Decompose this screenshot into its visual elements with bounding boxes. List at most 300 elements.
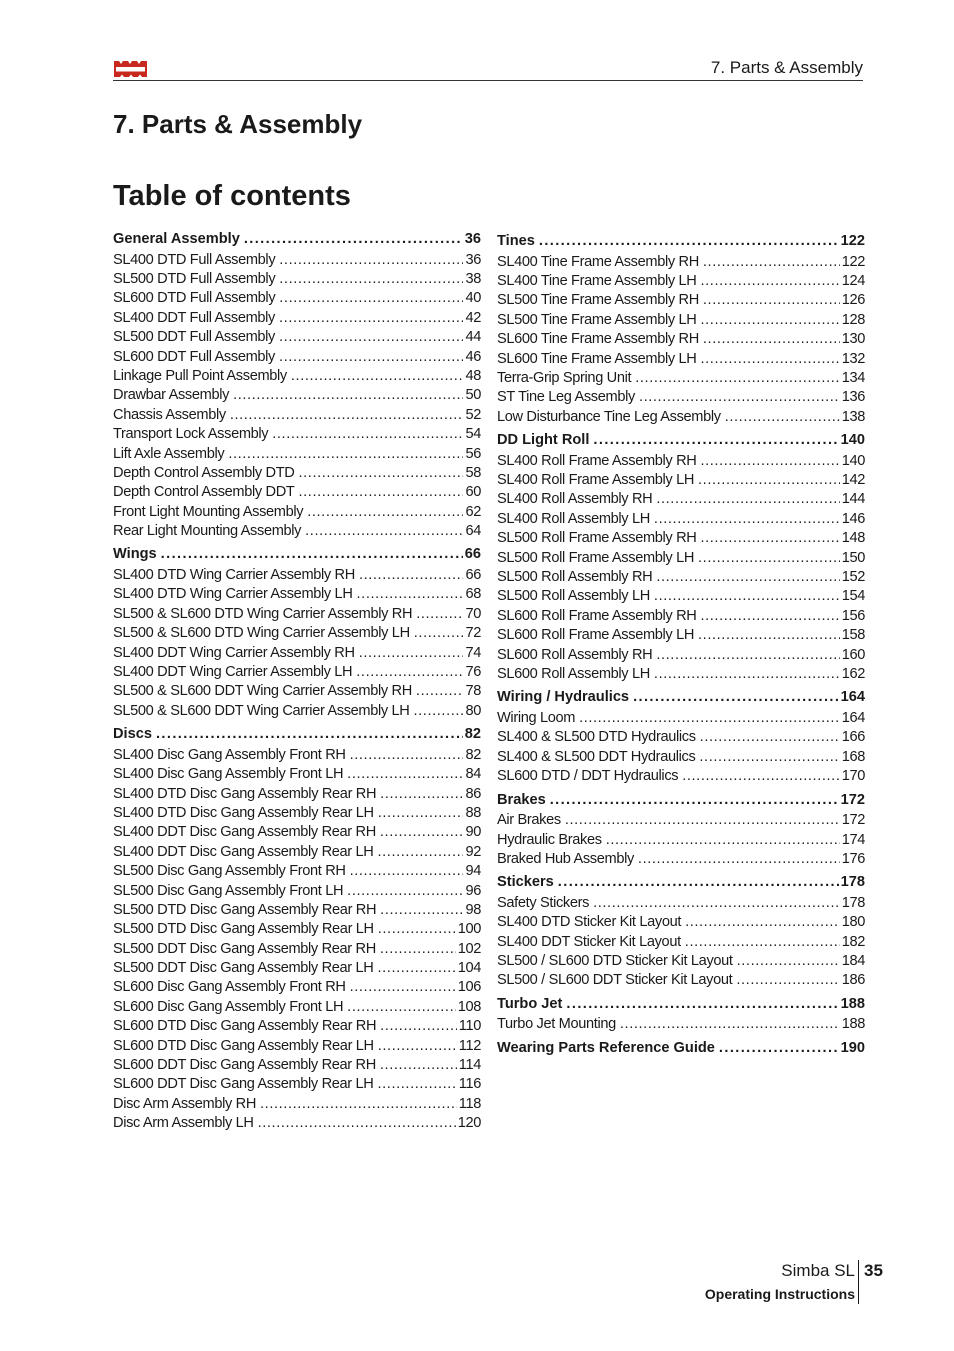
toc-entry[interactable] bbox=[113, 446, 481, 465]
toc-entry-title: SL600 DTD Full Assembly bbox=[113, 290, 276, 307]
toc-entry[interactable] bbox=[497, 972, 865, 991]
toc-entry-page: 152 bbox=[841, 569, 865, 586]
toc-entry[interactable] bbox=[497, 627, 865, 646]
toc-entry-page: 154 bbox=[841, 588, 865, 605]
toc-entry[interactable] bbox=[113, 664, 481, 683]
toc-entry-page: 136 bbox=[841, 389, 865, 406]
toc-section-heading-title: Stickers bbox=[497, 874, 554, 891]
toc-entry[interactable] bbox=[113, 844, 481, 863]
toc-entry[interactable] bbox=[113, 407, 481, 426]
toc-entry[interactable] bbox=[113, 1018, 481, 1037]
toc-entry-title: SL400 Roll Frame Assembly RH bbox=[497, 452, 697, 469]
toc-entry-title: SL600 Roll Assembly RH bbox=[497, 646, 653, 663]
toc-entry-title: SL500 & SL600 DTD Wing Carrier Assembly LH bbox=[113, 625, 410, 642]
toc-entry[interactable] bbox=[113, 941, 481, 960]
toc-entry-title: SL500 DTD Disc Gang Assembly Rear RH bbox=[113, 901, 377, 918]
toc-entry-page: 166 bbox=[841, 729, 865, 746]
dot-leader bbox=[378, 921, 456, 937]
toc-entry[interactable] bbox=[497, 851, 865, 870]
dot-leader bbox=[291, 368, 464, 384]
toc-entry[interactable] bbox=[113, 484, 481, 503]
toc-entry-title: Disc Arm Assembly RH bbox=[113, 1095, 257, 1112]
toc-entry[interactable] bbox=[497, 832, 865, 851]
toc-entry-title: SL500 / SL600 DDT Sticker Kit Layout bbox=[497, 972, 733, 989]
toc-entry-page: 128 bbox=[841, 311, 865, 328]
toc-entry[interactable] bbox=[113, 252, 481, 271]
dot-leader bbox=[378, 1038, 457, 1054]
toc-entry-title: SL500 DTD Disc Gang Assembly Rear LH bbox=[113, 921, 374, 938]
toc-entry-title: SL500 DDT Full Assembly bbox=[113, 329, 276, 346]
dot-leader bbox=[380, 1057, 457, 1073]
toc-entry-title: SL600 Disc Gang Assembly Front RH bbox=[113, 979, 346, 996]
toc-entry[interactable] bbox=[497, 768, 865, 787]
toc-entry-page: 98 bbox=[465, 901, 481, 918]
toc-section-heading[interactable] bbox=[497, 1040, 865, 1061]
toc-entry-page: 70 bbox=[465, 605, 481, 622]
header-title: 7. Parts & Assembly bbox=[710, 58, 863, 77]
dot-leader bbox=[698, 472, 840, 488]
dot-leader bbox=[380, 786, 463, 802]
toc-entry[interactable] bbox=[113, 1057, 481, 1076]
dot-leader bbox=[356, 664, 463, 680]
dot-leader bbox=[244, 231, 463, 247]
toc-entry-title: SL400 DDT Sticker Kit Layout bbox=[497, 933, 681, 950]
toc-entry-page: 74 bbox=[465, 644, 481, 661]
toc-section-heading-page: 66 bbox=[464, 546, 481, 563]
toc-entry[interactable] bbox=[497, 312, 865, 331]
toc-entry-title: SL400 & SL500 DDT Hydraulics bbox=[497, 748, 696, 765]
toc-section-heading[interactable] bbox=[497, 996, 865, 1017]
section-title: 7. Parts & Assembly bbox=[113, 109, 363, 139]
dot-leader bbox=[260, 1096, 457, 1112]
toc-entry-page: 86 bbox=[465, 785, 481, 802]
toc-entry[interactable] bbox=[497, 710, 865, 729]
toc-entry-page: 94 bbox=[465, 863, 481, 880]
toc-entry-page: 104 bbox=[457, 960, 481, 977]
toc-entry-title: SL600 Roll Frame Assembly RH bbox=[497, 607, 697, 624]
footer-subtitle: Operating Instructions bbox=[704, 1286, 855, 1302]
toc-entry-title: SL600 DDT Disc Gang Assembly Rear LH bbox=[113, 1076, 374, 1093]
toc-entry-title: SL500 & SL600 DDT Wing Carrier Assembly RH bbox=[113, 683, 412, 700]
toc-entry-page: 46 bbox=[465, 348, 481, 365]
dot-leader bbox=[272, 426, 463, 442]
toc-section-heading-title: Wiring / Hydraulics bbox=[497, 689, 630, 706]
toc-entry[interactable] bbox=[113, 1096, 481, 1115]
dot-leader bbox=[700, 729, 840, 745]
toc-entry-page: 150 bbox=[841, 549, 865, 566]
toc-entry[interactable] bbox=[113, 504, 481, 523]
dot-leader bbox=[703, 254, 840, 270]
toc-entry-title: Chassis Assembly bbox=[113, 406, 226, 423]
toc-title: Table of contents bbox=[113, 180, 351, 212]
toc-section-heading-title: Discs bbox=[113, 726, 152, 743]
toc-entry[interactable] bbox=[113, 703, 481, 722]
dot-leader bbox=[380, 902, 463, 918]
toc-entry[interactable] bbox=[113, 625, 481, 644]
toc-entry-title: SL400 & SL500 DTD Hydraulics bbox=[497, 729, 696, 746]
toc-entry-title: Turbo Jet Mounting bbox=[497, 1016, 616, 1033]
toc-section-heading-page: 82 bbox=[464, 726, 481, 743]
dot-leader bbox=[299, 484, 464, 500]
dot-leader bbox=[654, 511, 840, 527]
toc-entry-page: 134 bbox=[841, 369, 865, 386]
dot-leader bbox=[414, 703, 464, 719]
toc-entry[interactable] bbox=[497, 292, 865, 311]
toc-entry[interactable] bbox=[113, 523, 481, 542]
toc-entry-page: 130 bbox=[841, 331, 865, 348]
toc-entry[interactable] bbox=[113, 1076, 481, 1095]
toc-entry[interactable] bbox=[113, 426, 481, 445]
toc-entry-title: SL600 DTD Disc Gang Assembly Rear LH bbox=[113, 1037, 374, 1054]
simba-logo bbox=[113, 60, 148, 78]
dot-leader bbox=[656, 491, 839, 507]
dot-leader bbox=[305, 523, 463, 539]
toc-entry[interactable] bbox=[497, 351, 865, 370]
toc-entry-page: 48 bbox=[465, 367, 481, 384]
dot-leader bbox=[414, 625, 464, 641]
toc-entry-page: 112 bbox=[458, 1037, 481, 1054]
toc-entry[interactable] bbox=[497, 608, 865, 627]
toc-entry-page: 38 bbox=[465, 270, 481, 287]
toc-entry-title: SL600 DTD / DDT Hydraulics bbox=[497, 768, 679, 785]
toc-entry-page: 170 bbox=[841, 768, 865, 785]
toc-entry-page: 174 bbox=[841, 831, 865, 848]
toc-section-heading-page: 36 bbox=[464, 231, 481, 247]
toc-entry[interactable] bbox=[497, 934, 865, 953]
toc-section-heading[interactable] bbox=[497, 233, 865, 254]
toc-entry-page: 144 bbox=[841, 491, 865, 508]
toc-entry-title: Transport Lock Assembly bbox=[113, 426, 269, 443]
dot-leader bbox=[378, 805, 464, 821]
toc-entry-page: 82 bbox=[465, 746, 481, 763]
toc-entry-page: 116 bbox=[458, 1076, 481, 1093]
toc-entry-page: 156 bbox=[841, 607, 865, 624]
toc-entry[interactable] bbox=[497, 569, 865, 588]
toc-entry[interactable] bbox=[113, 863, 481, 882]
toc-entry[interactable] bbox=[113, 586, 481, 605]
toc-entry-title: Disc Arm Assembly LH bbox=[113, 1115, 254, 1132]
dot-leader bbox=[258, 1115, 456, 1131]
toc-entry-title: Depth Control Assembly DTD bbox=[113, 464, 295, 481]
toc-section-heading[interactable] bbox=[113, 726, 481, 747]
toc-section-heading-page: 172 bbox=[840, 791, 865, 808]
toc-entry[interactable] bbox=[113, 645, 481, 664]
toc-entry-page: 84 bbox=[465, 766, 481, 783]
toc-entry[interactable] bbox=[497, 409, 865, 428]
dot-leader bbox=[719, 1040, 839, 1056]
toc-entry-page: 92 bbox=[465, 843, 481, 860]
toc-entry[interactable] bbox=[497, 1016, 865, 1035]
dot-leader bbox=[685, 914, 840, 930]
toc-entry-page: 164 bbox=[841, 709, 865, 726]
dot-leader bbox=[656, 569, 839, 585]
toc-entry-title: Depth Control Assembly DDT bbox=[113, 484, 295, 501]
toc-section-heading-title: Tines bbox=[497, 233, 535, 249]
dot-leader bbox=[606, 832, 840, 848]
toc-entry-title: SL400 DTD Disc Gang Assembly Rear RH bbox=[113, 785, 377, 802]
toc-entry[interactable] bbox=[497, 491, 865, 510]
toc-entry-title: SL600 DTD Disc Gang Assembly Rear RH bbox=[113, 1018, 377, 1035]
dot-leader bbox=[700, 273, 839, 289]
toc-entry[interactable] bbox=[113, 368, 481, 387]
toc-entry[interactable] bbox=[113, 883, 481, 902]
toc-entry-title: SL400 Roll Frame Assembly LH bbox=[497, 472, 695, 489]
toc-entry-page: 76 bbox=[465, 664, 481, 680]
toc-entry-page: 44 bbox=[465, 329, 481, 346]
toc-section-heading[interactable] bbox=[113, 231, 481, 252]
toc-entry[interactable] bbox=[113, 683, 481, 702]
dot-leader bbox=[347, 766, 463, 782]
toc-entry-page: 52 bbox=[465, 406, 481, 423]
toc-section-heading[interactable] bbox=[497, 689, 865, 710]
toc-entry-title: SL400 Disc Gang Assembly Front RH bbox=[113, 746, 346, 763]
toc-entry[interactable] bbox=[497, 666, 865, 685]
dot-leader bbox=[682, 768, 839, 784]
toc-entry[interactable] bbox=[497, 647, 865, 666]
toc-entry-page: 102 bbox=[457, 940, 481, 957]
dot-leader bbox=[350, 979, 456, 995]
toc-entry-page: 100 bbox=[457, 921, 481, 938]
dot-leader bbox=[350, 747, 464, 763]
toc-entry[interactable] bbox=[497, 389, 865, 408]
toc-entry[interactable] bbox=[113, 465, 481, 484]
page-number: 35 bbox=[864, 1261, 883, 1280]
toc-entry-title: SL400 DDT Disc Gang Assembly Rear RH bbox=[113, 824, 376, 841]
toc-entry-page: 40 bbox=[465, 290, 481, 307]
dot-leader bbox=[558, 874, 839, 890]
dot-leader bbox=[350, 863, 464, 879]
toc-entry-title: SL500 Disc Gang Assembly Front RH bbox=[113, 863, 346, 880]
toc-section-heading-page: 188 bbox=[840, 995, 865, 1012]
toc-entry[interactable] bbox=[497, 895, 865, 914]
toc-entry-title: SL400 Tine Frame Assembly LH bbox=[497, 272, 697, 289]
toc-entry-page: 64 bbox=[465, 523, 481, 540]
toc-entry-page: 72 bbox=[465, 625, 481, 642]
toc-entry-page: 118 bbox=[458, 1095, 481, 1112]
toc-entry-title: Wiring Loom bbox=[497, 709, 576, 726]
toc-entry[interactable] bbox=[113, 1115, 481, 1134]
toc-entry-title: SL600 DDT Full Assembly bbox=[113, 348, 276, 365]
toc-entry-page: 178 bbox=[841, 894, 865, 911]
toc-entry[interactable] bbox=[113, 387, 481, 406]
toc-entry-page: 186 bbox=[841, 972, 865, 989]
toc-section-heading[interactable] bbox=[497, 792, 865, 813]
toc-entry[interactable] bbox=[497, 472, 865, 491]
toc-entry-title: Terra-Grip Spring Unit bbox=[497, 369, 632, 386]
toc-entry[interactable] bbox=[497, 914, 865, 933]
toc-entry[interactable] bbox=[497, 273, 865, 292]
toc-section-heading[interactable] bbox=[497, 874, 865, 895]
toc-entry[interactable] bbox=[113, 766, 481, 785]
toc-section-heading-page: 164 bbox=[840, 689, 865, 706]
toc-entry-page: 58 bbox=[465, 464, 481, 481]
footer-brand: Simba SL bbox=[781, 1261, 855, 1280]
toc-entry[interactable] bbox=[113, 979, 481, 998]
dot-leader bbox=[700, 530, 839, 546]
toc-section-heading-title: DD Light Roll bbox=[497, 432, 590, 449]
toc-entry-title: SL500 Roll Frame Assembly LH bbox=[497, 549, 695, 566]
toc-entry[interactable] bbox=[497, 530, 865, 549]
toc-section-heading[interactable] bbox=[497, 432, 865, 453]
toc-entry[interactable] bbox=[497, 550, 865, 569]
toc-entry-page: 142 bbox=[841, 472, 865, 489]
dot-leader bbox=[359, 567, 464, 583]
toc-entry-page: 62 bbox=[465, 503, 481, 520]
toc-entry-page: 162 bbox=[841, 666, 865, 682]
toc-entry[interactable] bbox=[497, 370, 865, 389]
toc-entry-page: 132 bbox=[841, 350, 865, 367]
dot-leader bbox=[725, 409, 840, 425]
toc-entry-title: SL500 & SL600 DTD Wing Carrier Assembly RH bbox=[113, 605, 413, 622]
dot-leader bbox=[633, 689, 839, 705]
toc-entry-title: SL500 DDT Disc Gang Assembly Rear RH bbox=[113, 940, 376, 957]
toc-entry[interactable] bbox=[113, 329, 481, 348]
toc-entry-title: SL400 DTD Wing Carrier Assembly RH bbox=[113, 567, 355, 584]
toc-entry[interactable] bbox=[113, 999, 481, 1018]
toc-entry[interactable] bbox=[113, 921, 481, 940]
toc-entry-page: 88 bbox=[465, 804, 481, 821]
dot-leader bbox=[380, 941, 456, 957]
dot-leader bbox=[656, 647, 839, 663]
toc-entry[interactable] bbox=[113, 786, 481, 805]
toc-entry[interactable] bbox=[497, 749, 865, 768]
toc-section-heading-page: 140 bbox=[840, 432, 865, 449]
toc-entry[interactable] bbox=[497, 729, 865, 748]
toc-entry-title: SL500 Roll Assembly LH bbox=[497, 588, 650, 605]
dot-leader bbox=[416, 606, 463, 622]
toc-section-heading-title: Wearing Parts Reference Guide bbox=[497, 1039, 715, 1056]
dot-leader bbox=[736, 972, 839, 988]
toc-entry[interactable] bbox=[497, 254, 865, 273]
toc-entry[interactable] bbox=[497, 953, 865, 972]
toc-section-heading-title: Turbo Jet bbox=[497, 995, 563, 1012]
toc-entry[interactable] bbox=[113, 960, 481, 979]
toc-entry[interactable] bbox=[113, 349, 481, 368]
dot-leader bbox=[359, 645, 464, 661]
dot-leader bbox=[377, 1076, 456, 1092]
toc-entry-title: SL400 DTD Disc Gang Assembly Rear LH bbox=[113, 804, 374, 821]
toc-entry-page: 96 bbox=[465, 882, 481, 899]
dot-leader bbox=[654, 588, 840, 604]
toc-entry[interactable] bbox=[113, 902, 481, 921]
toc-entry-title: SL600 Roll Assembly LH bbox=[497, 666, 650, 682]
toc-entry-title: SL400 Roll Assembly LH bbox=[497, 510, 650, 527]
dot-leader bbox=[279, 271, 463, 287]
toc-section-heading[interactable] bbox=[113, 546, 481, 567]
dot-leader bbox=[357, 586, 464, 602]
toc-entry-title: Linkage Pull Point Assembly bbox=[113, 367, 287, 384]
dot-leader bbox=[228, 446, 463, 462]
dot-leader bbox=[380, 824, 464, 840]
dot-leader bbox=[380, 1018, 457, 1034]
dot-leader bbox=[654, 666, 840, 682]
toc-entry[interactable] bbox=[113, 290, 481, 309]
toc-entry-title: SL400 Roll Assembly RH bbox=[497, 491, 653, 508]
toc-entry-page: 80 bbox=[465, 702, 481, 719]
toc-entry-page: 110 bbox=[458, 1018, 481, 1035]
toc-entry-page: 168 bbox=[841, 748, 865, 765]
toc-section-heading-page: 190 bbox=[840, 1039, 865, 1056]
dot-leader bbox=[230, 407, 464, 423]
toc-entry-title: Hydraulic Brakes bbox=[497, 831, 602, 848]
toc-entry-page: 176 bbox=[841, 850, 865, 867]
toc-entry-page: 68 bbox=[465, 586, 481, 603]
toc-entry[interactable] bbox=[113, 606, 481, 625]
dot-leader bbox=[566, 996, 838, 1012]
toc-entry-page: 182 bbox=[841, 933, 865, 950]
toc-entry-title: Front Light Mounting Assembly bbox=[113, 503, 304, 520]
toc-entry-title: Rear Light Mounting Assembly bbox=[113, 523, 302, 540]
toc-entry-title: SL400 DDT Full Assembly bbox=[113, 309, 276, 326]
toc-entry-title: SL500 Disc Gang Assembly Front LH bbox=[113, 882, 344, 899]
toc-section-heading-page: 122 bbox=[840, 233, 865, 249]
dot-leader bbox=[579, 710, 840, 726]
dot-leader bbox=[593, 895, 840, 911]
toc-entry-title: SL600 DDT Disc Gang Assembly Rear RH bbox=[113, 1057, 376, 1074]
dot-leader bbox=[279, 329, 463, 345]
toc-entry-page: 54 bbox=[465, 426, 481, 443]
toc-entry-page: 106 bbox=[457, 979, 481, 996]
toc-entry[interactable] bbox=[113, 805, 481, 824]
toc-entry-title: SL400 DDT Disc Gang Assembly Rear LH bbox=[113, 843, 374, 860]
toc-entry-title: SL400 DTD Wing Carrier Assembly LH bbox=[113, 586, 353, 603]
toc-entry-title: SL600 Roll Frame Assembly LH bbox=[497, 627, 695, 644]
dot-leader bbox=[698, 550, 840, 566]
toc-entry-page: 56 bbox=[465, 445, 481, 462]
toc-entry-title: SL400 Tine Frame Assembly RH bbox=[497, 253, 699, 270]
toc-entry[interactable] bbox=[113, 567, 481, 586]
dot-leader bbox=[279, 310, 463, 326]
dot-leader bbox=[233, 387, 463, 403]
toc-entry-title: SL500 DDT Disc Gang Assembly Rear LH bbox=[113, 960, 374, 977]
toc-entry[interactable] bbox=[497, 511, 865, 530]
toc-entry-page: 172 bbox=[841, 812, 865, 829]
toc-entry-title: SL500 / SL600 DTD Sticker Kit Layout bbox=[497, 953, 733, 970]
toc-entry[interactable] bbox=[113, 310, 481, 329]
dot-leader bbox=[347, 999, 456, 1015]
dot-leader bbox=[550, 792, 839, 808]
toc-entry[interactable] bbox=[113, 271, 481, 290]
dot-leader bbox=[347, 883, 463, 899]
footer-divider bbox=[858, 1260, 859, 1304]
toc-entry-page: 50 bbox=[465, 387, 481, 404]
toc-entry[interactable] bbox=[113, 747, 481, 766]
dot-leader bbox=[703, 331, 840, 347]
toc-entry-title: Braked Hub Assembly bbox=[497, 850, 634, 867]
toc-entry-title: SL500 DTD Full Assembly bbox=[113, 270, 276, 287]
toc-entry[interactable] bbox=[497, 812, 865, 831]
toc-entry[interactable] bbox=[497, 588, 865, 607]
toc-entry-page: 42 bbox=[465, 309, 481, 326]
dot-leader bbox=[700, 312, 839, 328]
toc-entry-title: SL400 DDT Wing Carrier Assembly RH bbox=[113, 644, 355, 661]
toc-entry-title: SL500 Roll Frame Assembly RH bbox=[497, 530, 697, 547]
toc-entry-page: 148 bbox=[841, 530, 865, 547]
dot-leader bbox=[377, 960, 455, 976]
toc-entry-page: 60 bbox=[465, 484, 481, 501]
dot-leader bbox=[638, 851, 840, 867]
toc-entry-title: Safety Stickers bbox=[497, 894, 590, 911]
toc-entry-title: Lift Axle Assembly bbox=[113, 445, 225, 462]
toc-entry[interactable] bbox=[497, 331, 865, 350]
toc-entry-page: 36 bbox=[465, 251, 481, 268]
toc-entry[interactable] bbox=[113, 824, 481, 843]
toc-entry[interactable] bbox=[497, 453, 865, 472]
toc-entry-title: SL500 Tine Frame Assembly RH bbox=[497, 292, 699, 309]
toc-entry-title: SL600 Disc Gang Assembly Front LH bbox=[113, 998, 344, 1015]
toc-entry[interactable] bbox=[113, 1038, 481, 1057]
toc-entry-title: SL600 Tine Frame Assembly RH bbox=[497, 331, 699, 348]
